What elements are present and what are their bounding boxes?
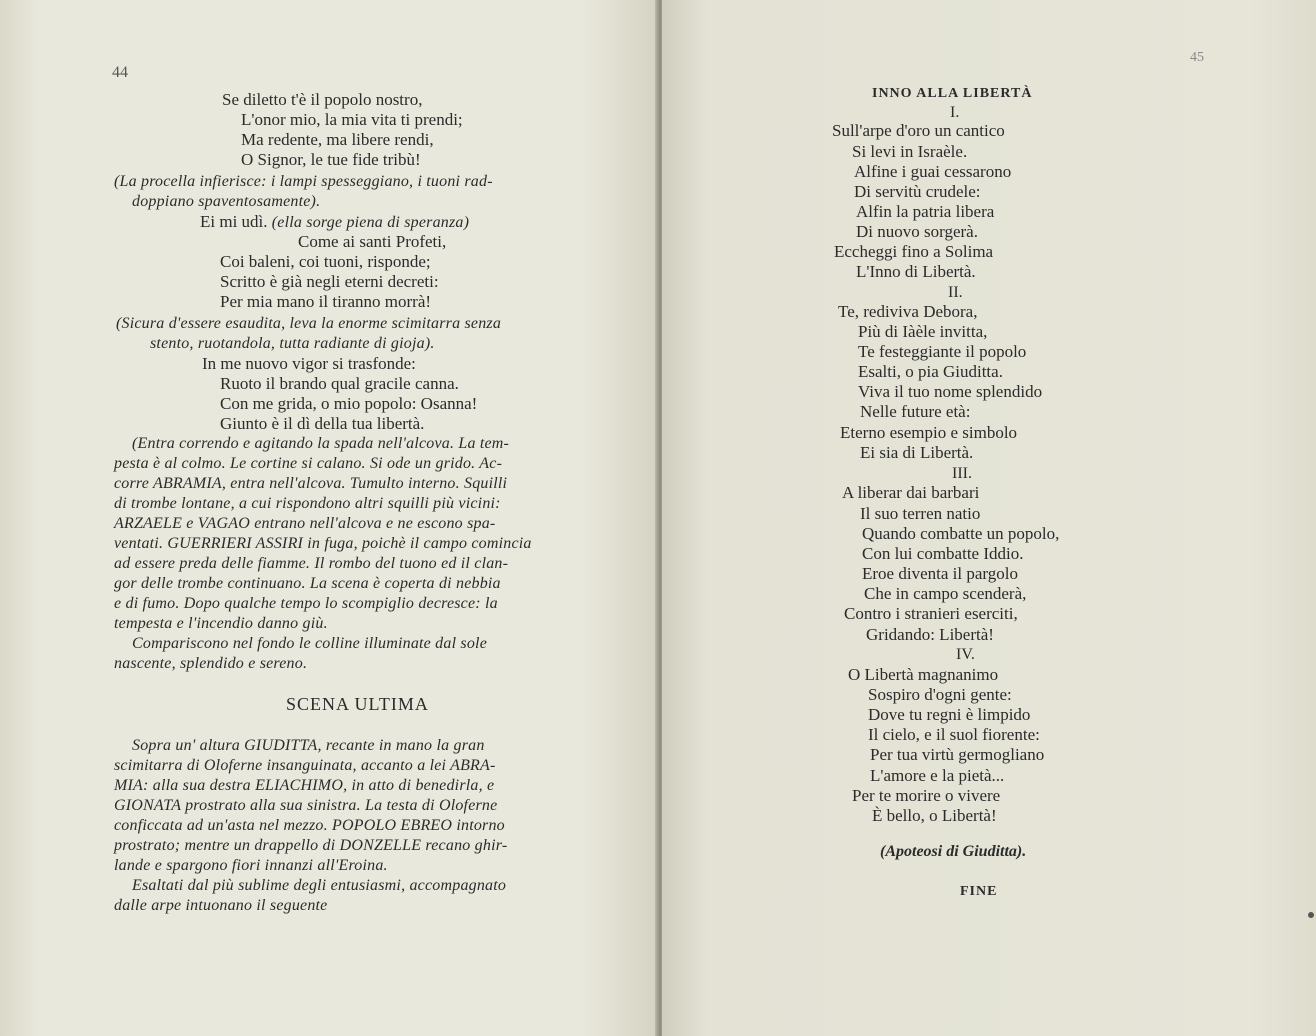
verse-line: Giunto è il dì della tua libertà. — [220, 414, 425, 433]
stanza-number: I. — [950, 104, 960, 121]
stanza-number: III. — [952, 465, 972, 482]
stage-direction-line: gor delle trombe continuano. La scena è coperta di nebbia — [114, 575, 501, 592]
hymn-line: Contro i stranieri eserciti, — [844, 604, 1018, 623]
verse-lead — [200, 212, 469, 233]
stage-direction-line: MIA: alla sua destra ELIACHIMO, in atto di benedirla, e — [114, 777, 495, 794]
hymn-line: A liberar dai barbari — [842, 483, 980, 502]
stage-direction-line: ad essere preda delle fiamme. Il rombo del tuono ed il clan- — [114, 555, 509, 572]
stage-direction-line: (Sicura d'essere esaudita, leva la enorme scimitarra senza — [116, 315, 502, 332]
hymn-line: Eterno esempio e simbolo — [840, 423, 1018, 442]
hymn-line: Gridando: Libertà! — [866, 625, 994, 644]
hymn-line: Sospiro d'ogni gente: — [868, 685, 1012, 704]
stage-direction-line: e di fumo. Dopo qualche tempo lo scompiglio decresce: la — [114, 595, 498, 612]
hymn-line: Di nuovo sorgerà. — [856, 222, 978, 241]
hymn-line: Te, rediviva Debora, — [838, 302, 978, 321]
stanza-number: II. — [948, 284, 963, 301]
hymn-title: INNO ALLA LIBERTÀ — [872, 86, 1033, 101]
end-mark: FINE — [960, 884, 998, 899]
hymn-line: Esalti, o pia Giuditta. — [858, 362, 1003, 381]
stage-direction-line: Esaltati dal più sublime degli entusiasmi, accompagnato — [132, 877, 507, 894]
verse-line: In me nuovo vigor si trasfonde: — [202, 354, 416, 373]
paper-speck — [1308, 912, 1314, 918]
hymn-line: Sull'arpe d'oro un cantico — [832, 121, 1005, 140]
verse-lead-stage: (ella sorge piena di speranza) — [271, 214, 470, 231]
hymn-line: L'Inno di Libertà. — [856, 262, 976, 281]
stage-direction-line: GIONATA prostrato alla sua sinistra. La testa di Oloferne — [114, 797, 498, 814]
stage-direction-line: conficcata ad un'asta nel mezzo. POPOLO EBREO intorno — [114, 817, 505, 834]
apotheosis-direction: (Apoteosi di Giuditta). — [880, 843, 1027, 860]
page-number: 45 — [1190, 50, 1204, 65]
stage-direction-line: ventati. GUERRIERI ASSIRI in fuga, poichè il campo comincia — [114, 535, 532, 552]
hymn-line: Per tua virtù germogliano — [870, 745, 1045, 764]
right-page — [662, 0, 1316, 1036]
hymn-line: Il cielo, e il suol fiorente: — [868, 725, 1040, 744]
stage-direction-line: (Entra correndo e agitando la spada nell'alcova. La tem- — [132, 435, 510, 452]
hymn-line: Alfin la patria libera — [856, 202, 995, 221]
stage-direction-line: di trombe lontane, a cui rispondono altri squilli più vicini: — [114, 495, 501, 512]
stage-direction-line: dalle arpe intuonano il seguente — [114, 897, 328, 914]
stage-direction-line: tempesta e l'incendio danno giù. — [114, 615, 328, 632]
hymn-line: Alfine i guai cessarono — [854, 162, 1012, 181]
verse-line: Se diletto t'è il popolo nostro, — [222, 90, 423, 109]
stage-direction-line: lande e spargono fiori innanzi all'Eroina. — [114, 857, 388, 874]
verse-line: Ma redente, ma libere rendi, — [241, 130, 434, 149]
hymn-line: Per te morire o vivere — [852, 786, 1001, 805]
scene-heading: SCENA ULTIMA — [286, 694, 429, 714]
verse-line: Scritto è già negli eterni decreti: — [220, 272, 439, 291]
hymn-line: Dove tu regni è limpido — [868, 705, 1031, 724]
verse-line: Per mia mano il tiranno morrà! — [220, 292, 432, 311]
verse-line: Con me grida, o mio popolo: Osanna! — [220, 394, 478, 413]
stage-direction-line: stento, ruotandola, tutta radiante di gioja). — [150, 335, 435, 352]
page-number: 44 — [112, 64, 128, 81]
hymn-line: Più di Iàèle invitta, — [858, 322, 988, 341]
stage-direction-line: (La procella infierisce: i lampi spesseggiano, i tuoni rad- — [114, 173, 493, 190]
stage-direction-line: corre ABRAMIA, entra nell'alcova. Tumulto interno. Squilli — [114, 475, 508, 492]
stage-direction-line: ARZAELE e VAGAO entrano nell'alcova e ne escono spa- — [114, 515, 496, 532]
stanza-number: IV. — [956, 646, 975, 663]
hymn-line: È bello, o Libertà! — [872, 806, 997, 825]
hymn-line: Ei sia di Libertà. — [860, 443, 974, 462]
hymn-line: Che in campo scenderà, — [864, 584, 1027, 603]
hymn-line: Nelle future età: — [860, 402, 971, 421]
hymn-line: Eccheggi fino a Solima — [834, 242, 994, 261]
stage-direction-line: doppiano spaventosamente). — [132, 193, 321, 210]
verse-line: Coi baleni, coi tuoni, risponde; — [220, 252, 431, 271]
hymn-line: Il suo terren natio — [860, 504, 981, 523]
verse-lead-text: Ei mi udì. — [200, 212, 268, 231]
verse-line: O Signor, le tue fide tribù! — [241, 150, 421, 169]
verse-line: L'onor mio, la mia vita ti prendi; — [241, 110, 463, 129]
verse-line: Ruoto il brando qual gracile canna. — [220, 374, 459, 393]
hymn-line: Si levi in Israèle. — [852, 142, 968, 161]
hymn-line: L'amore e la pietà... — [870, 766, 1005, 785]
hymn-line: Di servitù crudele: — [854, 182, 981, 201]
stage-direction-line: nascente, splendido e sereno. — [114, 655, 308, 672]
stage-direction-line: Compariscono nel fondo le colline illuminate dal sole — [132, 635, 488, 652]
hymn-line: Quando combatte un popolo, — [862, 524, 1060, 543]
stage-direction-line: Sopra un' altura GIUDITTA, recante in mano la gran — [132, 737, 485, 754]
hymn-line: Viva il tuo nome splendido — [858, 382, 1043, 401]
stage-direction-line: prostrato; mentre un drappello di DONZELLE recano ghir- — [114, 837, 508, 854]
hymn-line: Con lui combatte Iddio. — [862, 544, 1024, 563]
verse-line: Come ai santi Profeti, — [298, 232, 447, 251]
hymn-line: Te festeggiante il popolo — [858, 342, 1027, 361]
stage-direction-line: scimitarra di Oloferne insanguinata, accanto a lei ABRA- — [114, 757, 496, 774]
stage-direction-line: pesta è al colmo. Le cortine si calano. Si ode un grido. Ac- — [114, 455, 503, 472]
hymn-line: Eroe diventa il pargolo — [862, 564, 1018, 583]
hymn-line: O Libertà magnanimo — [848, 665, 999, 684]
